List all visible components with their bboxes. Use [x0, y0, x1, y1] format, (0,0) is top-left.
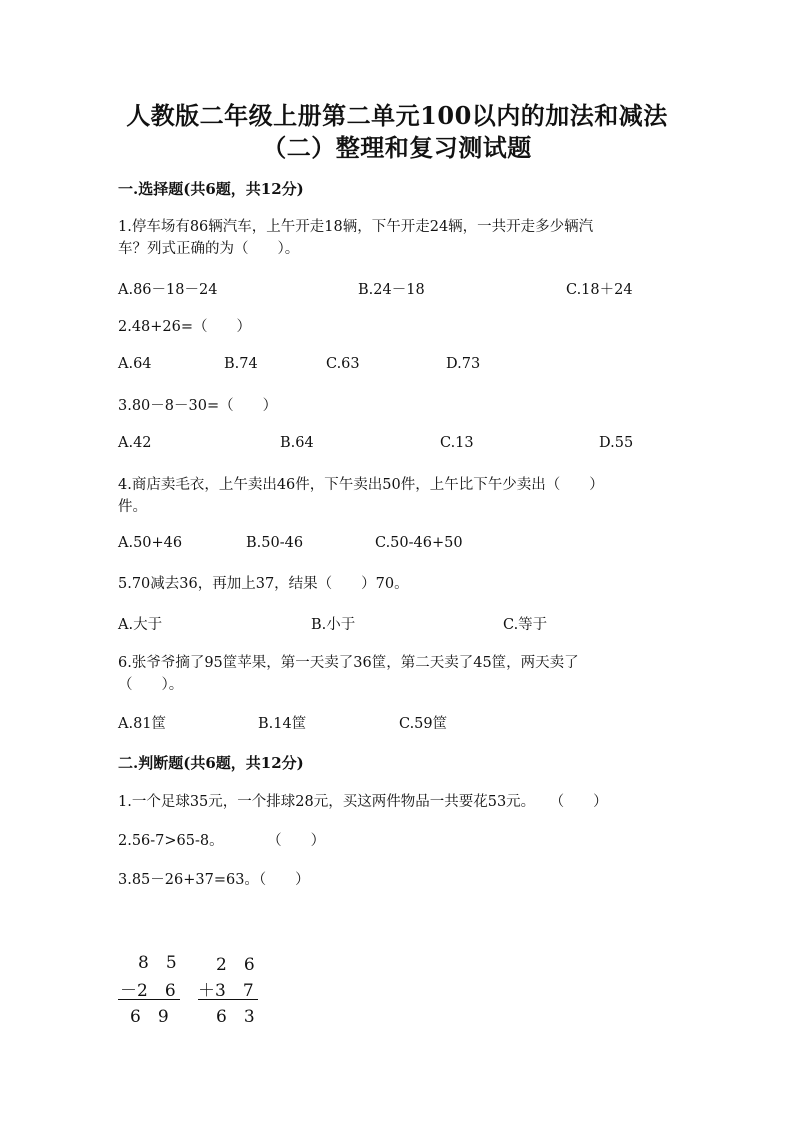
option-a[interactable]: A.大于: [118, 617, 163, 633]
option-c[interactable]: C.13: [440, 435, 474, 451]
question-4: [118, 474, 678, 518]
option-c[interactable]: C.63: [326, 356, 360, 372]
option-d[interactable]: D.55: [599, 435, 634, 451]
question-4-options: [118, 535, 678, 557]
question-5-options: [118, 613, 678, 635]
question-1: [118, 216, 678, 260]
question-text: 3.80－8－30=（ ）: [118, 398, 278, 414]
question-5: [118, 573, 678, 595]
calc-operand: －2 6: [120, 981, 176, 1001]
calc-result: 6 9: [130, 1007, 169, 1027]
question-text: 6.张爷爷摘了95筐苹果，第一天卖了36筐，第二天卖了45筐，两天卖了: [118, 655, 579, 671]
option-a[interactable]: A.64: [118, 356, 152, 372]
question-text: 件。: [118, 499, 147, 515]
question-1-options: [118, 278, 678, 300]
judgement-question-2: 2.56-7>65-8。 （ ）: [118, 833, 326, 849]
option-b[interactable]: B.64: [280, 435, 314, 451]
question-text: 5.70减去36，再加上37，结果（ ）70。: [118, 576, 409, 592]
question-text: 2.48+26=（ ）: [118, 319, 252, 335]
vertical-addition: [198, 948, 268, 1027]
question-text: （ ）。: [118, 677, 184, 693]
option-d[interactable]: D.73: [446, 356, 481, 372]
question-text: 1.停车场有86辆汽车，上午开走18辆，下午开走24辆，一共开走多少辆汽: [118, 219, 594, 235]
calc-top-number: 8 5: [138, 953, 177, 973]
calc-top-number: 2 6: [216, 955, 255, 975]
calc-result: 6 3: [216, 1007, 255, 1027]
calc-underline: [198, 999, 258, 1000]
question-text: 4.商店卖毛衣，上午卖出46件，下午卖出50件，上午比下午少卖出（ ）: [118, 477, 604, 493]
option-a[interactable]: A.42: [118, 435, 152, 451]
question-3-options: [118, 435, 678, 457]
vertical-subtraction: [118, 948, 188, 1027]
option-b[interactable]: B.74: [224, 356, 258, 372]
calc-underline: [118, 999, 180, 1000]
option-b[interactable]: B.14筐: [258, 716, 307, 732]
option-c[interactable]: C.59筐: [399, 716, 448, 732]
option-c[interactable]: C.50-46+50: [375, 535, 463, 551]
option-b[interactable]: B.24－18: [358, 282, 425, 298]
calc-operand: ＋3 7: [198, 981, 254, 1001]
question-2-options: [118, 356, 678, 378]
option-c[interactable]: C.等于: [503, 617, 548, 633]
judgement-question-1: 1.一个足球35元，一个排球28元，买这两件物品一共要花53元。 （ ）: [118, 794, 608, 810]
option-a[interactable]: A.81筐: [118, 716, 167, 732]
section-heading-judgement: 二.判断题(共6题，共12分): [118, 754, 304, 772]
question-6-options: [118, 712, 678, 734]
question-3: [118, 395, 678, 417]
option-a[interactable]: A.86－18－24: [118, 282, 218, 298]
option-c[interactable]: C.18＋24: [566, 282, 633, 298]
judgement-question-3: 3.85－26+37=63。（ ）: [118, 872, 310, 888]
question-text: 车？列式正确的为（ ）。: [118, 241, 300, 257]
page-title-line2: （二）整理和复习测试题: [262, 133, 532, 162]
option-b[interactable]: B.小于: [311, 617, 356, 633]
page-title-line1: 人教版二年级上册第二单元100以内的加法和减法: [126, 101, 668, 130]
question-2: [118, 316, 678, 338]
option-a[interactable]: A.50+46: [118, 535, 183, 551]
section-heading-choice: 一.选择题(共6题，共12分): [118, 180, 304, 198]
question-6: [118, 652, 678, 696]
option-b[interactable]: B.50-46: [246, 535, 304, 551]
